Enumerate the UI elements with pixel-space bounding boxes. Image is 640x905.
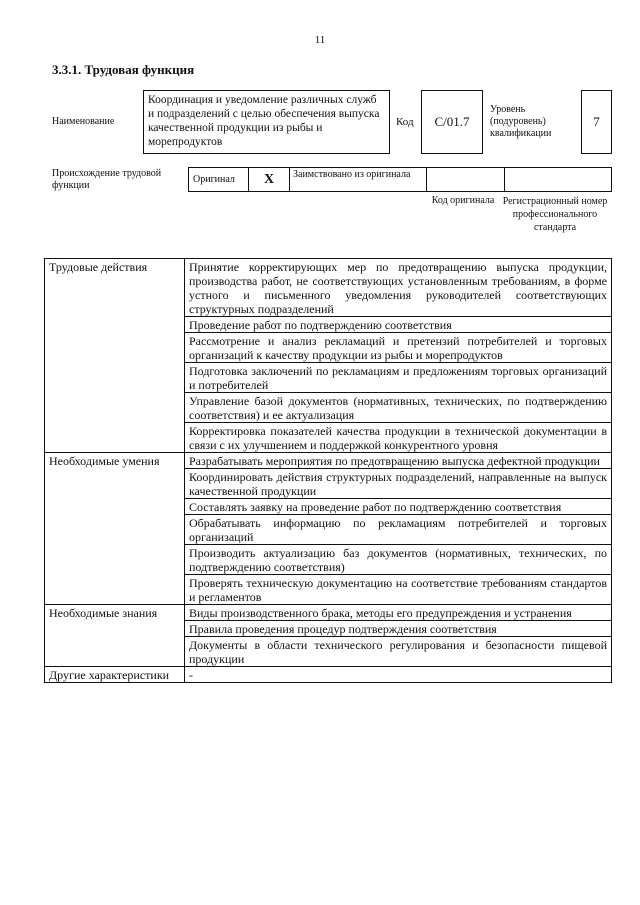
function-name: Координация и уведомление различных служб и подразделений с целью обеспечения выпуска качественной продукции из рыбы и морепродуктов <box>143 90 390 154</box>
borrowed-label: Заимствовано из оригинала <box>290 168 427 191</box>
section-label: Необходимые умения <box>45 453 185 605</box>
level-value: 7 <box>581 90 612 154</box>
table-cell: Принятие корректирующих мер по предотвращению выпуска продукции, производства работ, не соответствующих установленным требованиям, в форме устного и письменного уведомления руководителей соответствующих структурных подразделений <box>185 259 612 317</box>
table-cell: - <box>185 667 612 683</box>
table-cell: Составлять заявку на проведение работ по подтверждению соответствия <box>185 499 612 515</box>
code-original-caption: Код оригинала <box>431 195 495 206</box>
section-label: Трудовые действия <box>45 259 185 453</box>
table-cell: Производить актуализацию баз документов (нормативных, технических, по подтверждению соответствия) <box>185 545 612 575</box>
table-cell: Виды производственного брака, методы его предупреждения и устранения <box>185 605 612 621</box>
table-row <box>45 453 612 469</box>
table-cell: Проверять техническую документацию на соответствие требованиям стандартов и регламентов <box>185 575 612 605</box>
table-cell: Координировать действия структурных подразделений, направленные на выпуск качественной продукции <box>185 469 612 499</box>
name-label: Наименование <box>52 116 115 127</box>
table-cell: Документы в области технического регулирования и безопасности пищевой продукции <box>185 637 612 667</box>
original-label: Оригинал <box>189 168 249 191</box>
table-cell: Проведение работ по подтверждению соответствия <box>185 317 612 333</box>
table-cell: Корректировка показателей качества продукции в технической документации в связи с их улучшением и поддержкой конкурентного уровня <box>185 423 612 453</box>
original-mark: X <box>249 168 290 191</box>
code-value: С/01.7 <box>421 90 483 154</box>
level-label: Уровень (подуровень) квалификации <box>490 104 552 139</box>
origin-row <box>188 167 612 192</box>
section-title: 3.3.1. Трудовая функция <box>52 62 195 77</box>
code-label: Код <box>396 116 414 128</box>
table-cell: Рассмотрение и анализ рекламаций и претензий потребителей и торговых организаций к качеству продукции из рыбы и морепродуктов <box>185 333 612 363</box>
table-cell: Обрабатывать информацию по рекламациям потребителей и торговых организаций <box>185 515 612 545</box>
function-table <box>44 258 612 683</box>
section-label: Необходимые знания <box>45 605 185 667</box>
origin-label: Происхождение трудовой функции <box>52 168 162 191</box>
reg-number-cell <box>505 168 611 191</box>
section-label: Другие характеристики <box>45 667 185 683</box>
table-row <box>45 667 612 683</box>
table-cell: Управление базой документов (нормативных, технических, по подтверждению соответствия) и ее актуализация <box>185 393 612 423</box>
original-code-cell <box>427 168 505 191</box>
table-cell: Правила проведения процедур подтверждения соответствия <box>185 621 612 637</box>
table-cell: Разрабатывать мероприятия по предотвращению выпуска дефектной продукции <box>185 453 612 469</box>
table-cell: Подготовка заключений по рекламациям и предложениям торговых организаций и потребителей <box>185 363 612 393</box>
table-row <box>45 605 612 621</box>
reg-number-caption: Регистрационный номер профессионального стандарта <box>502 196 608 233</box>
page-number: 11 <box>314 34 326 46</box>
table-row <box>45 259 612 317</box>
